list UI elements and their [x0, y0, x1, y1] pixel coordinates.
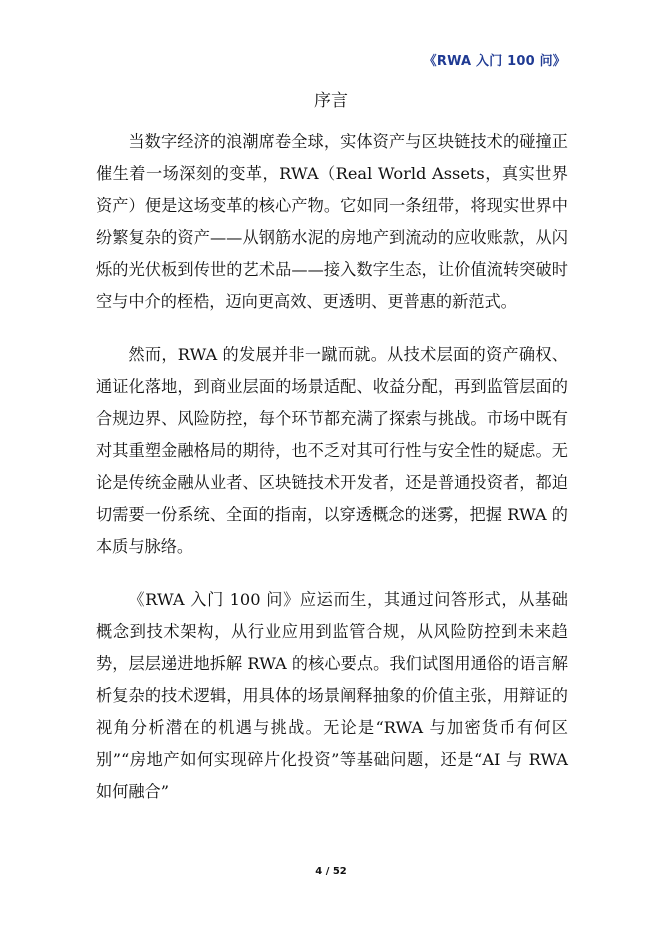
page-title: 序言 [314, 91, 348, 111]
page-number: 4 / 52 [315, 866, 347, 877]
paragraph-1: 当数字经济的浪潮席卷全球，实体资产与区块链技术的碰撞正催生着一场深刻的变革，RWA（Real World Assets，真实世界资产）便是这场变革的核心产物。它如同一条纽带，将现实世界中纷繁复杂的资产——从钢筋水泥的房地产到流动的应收账款，从闪烁的光伏板到传世的艺术品——接入数字生态，让价值流转突破时空与中介的桎梏，迈向更高效、更透明、更普惠的新范式。 [96, 132, 568, 311]
paragraph-2: 然而，RWA 的发展并非一蹴而就。从技术层面的资产确权、通证化落地，到商业层面的场景适配、收益分配，再到监管层面的合规边界、风险防控，每个环节都充满了探索与挑战。市场中既有对其重塑金融格局的期待，也不乏对其可行性与安全性的疑虑。无论是传统金融从业者、区块链技术开发者，还是普通投资者，都迫切需要一份系统、全面的指南，以穿透概念的迷雾，把握 RWA 的本质与脉络。 [96, 345, 568, 556]
paragraph-3: 《RWA 入门 100 问》应运而生，其通过问答形式，从基础概念到技术架构，从行业应用到监管合规，从风险防控到未来趋势，层层递进地拆解 RWA 的核心要点。我们试图用通俗的语言解析复杂的技术逻辑，用具体的场景阐释抽象的价值主张，用辩证的视角分析潜在的机遇与挑战。无论是“RWA 与加密货币有何区别”“房地产如何实现碎片化投资”等基础问题，还是“AI 与 RWA 如何融合” [96, 590, 568, 801]
body-text [96, 126, 568, 829]
running-header: 《RWA 入门 100 问》 [423, 54, 566, 69]
